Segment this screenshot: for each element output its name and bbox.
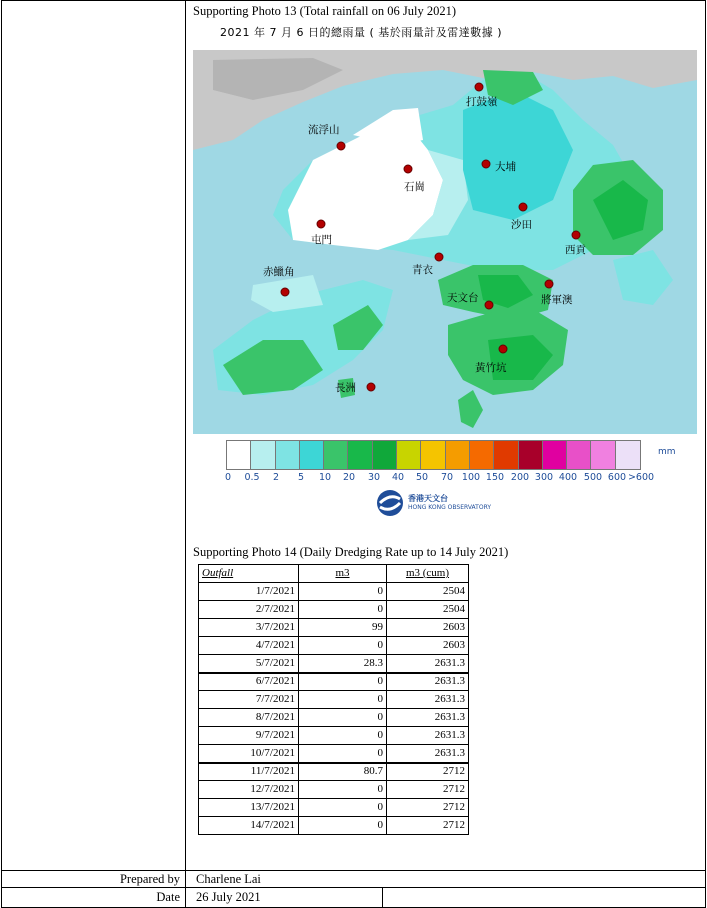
- cell-m3: 0: [299, 799, 387, 817]
- legend-swatch: [567, 441, 591, 469]
- legend-swatch: [421, 441, 445, 469]
- station-marker-sha-tin: [519, 203, 527, 211]
- legend-tick-label: 150: [485, 472, 505, 483]
- table-row: [199, 601, 469, 619]
- legend-tick-label: 40: [391, 472, 405, 483]
- station-marker-tuen-mun: [317, 220, 325, 228]
- table-row: [199, 619, 469, 637]
- station-marker-ta-kwu-ling: [475, 83, 483, 91]
- legend-tick-label: 5: [297, 472, 305, 483]
- cell-date: 7/7/2021: [199, 691, 299, 709]
- rainfall-map: [193, 50, 697, 434]
- table-row: [199, 637, 469, 655]
- cell-date: 5/7/2021: [199, 655, 299, 673]
- station-label-lau-fau-shan: 流浮山: [308, 124, 340, 136]
- cell-m3: 28.3: [299, 655, 387, 673]
- legend-tick-label: 200: [510, 472, 530, 483]
- cell-m3-cum: 2603: [387, 637, 469, 655]
- cell-m3: 0: [299, 727, 387, 745]
- cell-m3: 0: [299, 745, 387, 763]
- cell-date: 11/7/2021: [199, 763, 299, 781]
- cell-m3: 0: [299, 781, 387, 799]
- legend-swatch: [276, 441, 300, 469]
- legend-swatch: [591, 441, 615, 469]
- rainfall-legend: [226, 440, 641, 470]
- hko-logo: [376, 489, 491, 517]
- station-marker-tseung-kwan-o: [545, 280, 553, 288]
- cell-date: 10/7/2021: [199, 745, 299, 763]
- cell-m3: 0: [299, 817, 387, 835]
- station-label-sha-tin: 沙田: [511, 219, 532, 231]
- table-row: [199, 727, 469, 745]
- table-row: [199, 817, 469, 835]
- station-label-tai-po: 大埔: [495, 161, 516, 173]
- cell-m3: 99: [299, 619, 387, 637]
- hko-logo-icon: [376, 489, 404, 517]
- station-marker-wong-chuk-hang: [499, 345, 507, 353]
- cell-m3-cum: 2712: [387, 799, 469, 817]
- legend-swatch: [470, 441, 494, 469]
- legend-swatch: [300, 441, 324, 469]
- legend-tick-label: 50: [415, 472, 429, 483]
- legend-swatch: [616, 441, 640, 469]
- cell-m3: 0: [299, 583, 387, 601]
- cell-m3-cum: 2712: [387, 781, 469, 799]
- date-cell-divider: [382, 887, 383, 907]
- cell-date: 6/7/2021: [199, 673, 299, 691]
- legend-tick-label: 100: [461, 472, 481, 483]
- row-divider-top: [1, 870, 705, 871]
- cell-m3-cum: 2631.3: [387, 727, 469, 745]
- cell-m3-cum: 2712: [387, 763, 469, 781]
- station-label-tuen-mun: 屯門: [311, 234, 332, 246]
- table-row: [199, 763, 469, 781]
- hko-logo-en: HONG KONG OBSERVATORY: [408, 504, 492, 511]
- legend-tick-label: 2: [272, 472, 280, 483]
- hko-logo-zh: 香港天文台: [408, 494, 448, 503]
- date-value: 26 July 2021: [196, 890, 261, 904]
- cell-m3-cum: 2631.3: [387, 673, 469, 691]
- cell-m3: 0: [299, 601, 387, 619]
- cell-m3-cum: 2504: [387, 583, 469, 601]
- station-marker-tai-po: [482, 160, 490, 168]
- legend-swatch: [519, 441, 543, 469]
- station-marker-tsing-yi: [435, 253, 443, 261]
- station-marker-chek-lap-kok: [281, 288, 289, 296]
- cell-date: 1/7/2021: [199, 583, 299, 601]
- station-marker-sai-kung: [572, 231, 580, 239]
- cell-date: 3/7/2021: [199, 619, 299, 637]
- legend-swatch: [251, 441, 275, 469]
- station-marker-lau-fau-shan: [337, 142, 345, 150]
- prepared-by-label: Prepared by: [119, 872, 180, 886]
- legend-tick-label: 600: [607, 472, 627, 483]
- cell-date: 13/7/2021: [199, 799, 299, 817]
- legend-swatch: [324, 441, 348, 469]
- table-row: [199, 709, 469, 727]
- prepared-by-value: Charlene Lai: [196, 872, 261, 886]
- dredging-table: [198, 564, 469, 835]
- legend-swatch: [373, 441, 397, 469]
- station-label-tsim-sha-tsui: 天文台: [447, 292, 479, 304]
- table-row: [199, 691, 469, 709]
- station-label-cheung-chau: 長洲: [335, 382, 356, 394]
- cell-date: 14/7/2021: [199, 817, 299, 835]
- table-row: [199, 799, 469, 817]
- station-marker-shek-kong: [404, 165, 412, 173]
- cell-m3: 0: [299, 673, 387, 691]
- cell-m3-cum: 2712: [387, 817, 469, 835]
- cell-m3-cum: 2631.3: [387, 709, 469, 727]
- cell-date: 8/7/2021: [199, 709, 299, 727]
- table-row: [199, 655, 469, 673]
- rainfall-map-title: 2021 年 7 月 6 日的總雨量 ( 基於雨量計及雷達數據 ): [220, 26, 503, 39]
- station-marker-tsim-sha-tsui: [485, 301, 493, 309]
- station-label-chek-lap-kok: 赤鱲角: [263, 266, 295, 278]
- table-header-row: [199, 565, 469, 583]
- row-divider-mid: [1, 887, 705, 888]
- table-row: [199, 745, 469, 763]
- legend-swatch: [446, 441, 470, 469]
- cell-m3: 0: [299, 637, 387, 655]
- legend-swatch: [227, 441, 251, 469]
- station-marker-cheung-chau: [367, 383, 375, 391]
- photo13-caption: Supporting Photo 13 (Total rainfall on 06 July 2021): [193, 4, 456, 18]
- cell-m3: 0: [299, 709, 387, 727]
- station-label-shek-kong: 石崗: [404, 181, 425, 193]
- legend-tick-label: 400: [558, 472, 578, 483]
- cell-m3-cum: 2603: [387, 619, 469, 637]
- photo14-caption: Supporting Photo 14 (Daily Dredging Rate up to 14 July 2021): [193, 545, 509, 559]
- legend-swatch: [348, 441, 372, 469]
- legend-tick-label: 70: [440, 472, 454, 483]
- header-outfall: Outfall: [199, 565, 299, 583]
- legend-swatch: [397, 441, 421, 469]
- table-row: [199, 781, 469, 799]
- station-label-tseung-kwan-o: 將軍澳: [541, 294, 573, 306]
- station-label-tsing-yi: 青衣: [412, 264, 433, 276]
- cell-date: 2/7/2021: [199, 601, 299, 619]
- station-label-sai-kung: 西貢: [565, 244, 586, 256]
- header-m3: m3: [299, 565, 387, 583]
- station-label-ta-kwu-ling: 打鼓嶺: [466, 96, 498, 108]
- station-label-wong-chuk-hang: 黃竹坑: [475, 362, 507, 374]
- cell-m3-cum: 2631.3: [387, 745, 469, 763]
- column-divider: [185, 0, 186, 908]
- cell-m3-cum: 2631.3: [387, 655, 469, 673]
- cell-date: 12/7/2021: [199, 781, 299, 799]
- table-row: [199, 673, 469, 691]
- legend-tick-label: >600: [627, 472, 655, 483]
- cell-date: 9/7/2021: [199, 727, 299, 745]
- legend-tick-label: 10: [318, 472, 332, 483]
- legend-tick-label: 30: [367, 472, 381, 483]
- legend-tick-label: 0.5: [244, 472, 260, 483]
- legend-tick-label: 0: [224, 472, 232, 483]
- legend-tick-label: 500: [583, 472, 603, 483]
- cell-m3: 80.7: [299, 763, 387, 781]
- legend-swatch: [494, 441, 518, 469]
- table-row: [199, 583, 469, 601]
- header-m3-cum: m3 (cum): [387, 565, 469, 583]
- legend-tick-label: 300: [534, 472, 554, 483]
- cell-m3-cum: 2631.3: [387, 691, 469, 709]
- legend-tick-label: 20: [342, 472, 356, 483]
- date-label: Date: [156, 890, 180, 904]
- cell-m3: 0: [299, 691, 387, 709]
- legend-unit: mm: [658, 447, 676, 457]
- legend-swatch: [543, 441, 567, 469]
- cell-date: 4/7/2021: [199, 637, 299, 655]
- cell-m3-cum: 2504: [387, 601, 469, 619]
